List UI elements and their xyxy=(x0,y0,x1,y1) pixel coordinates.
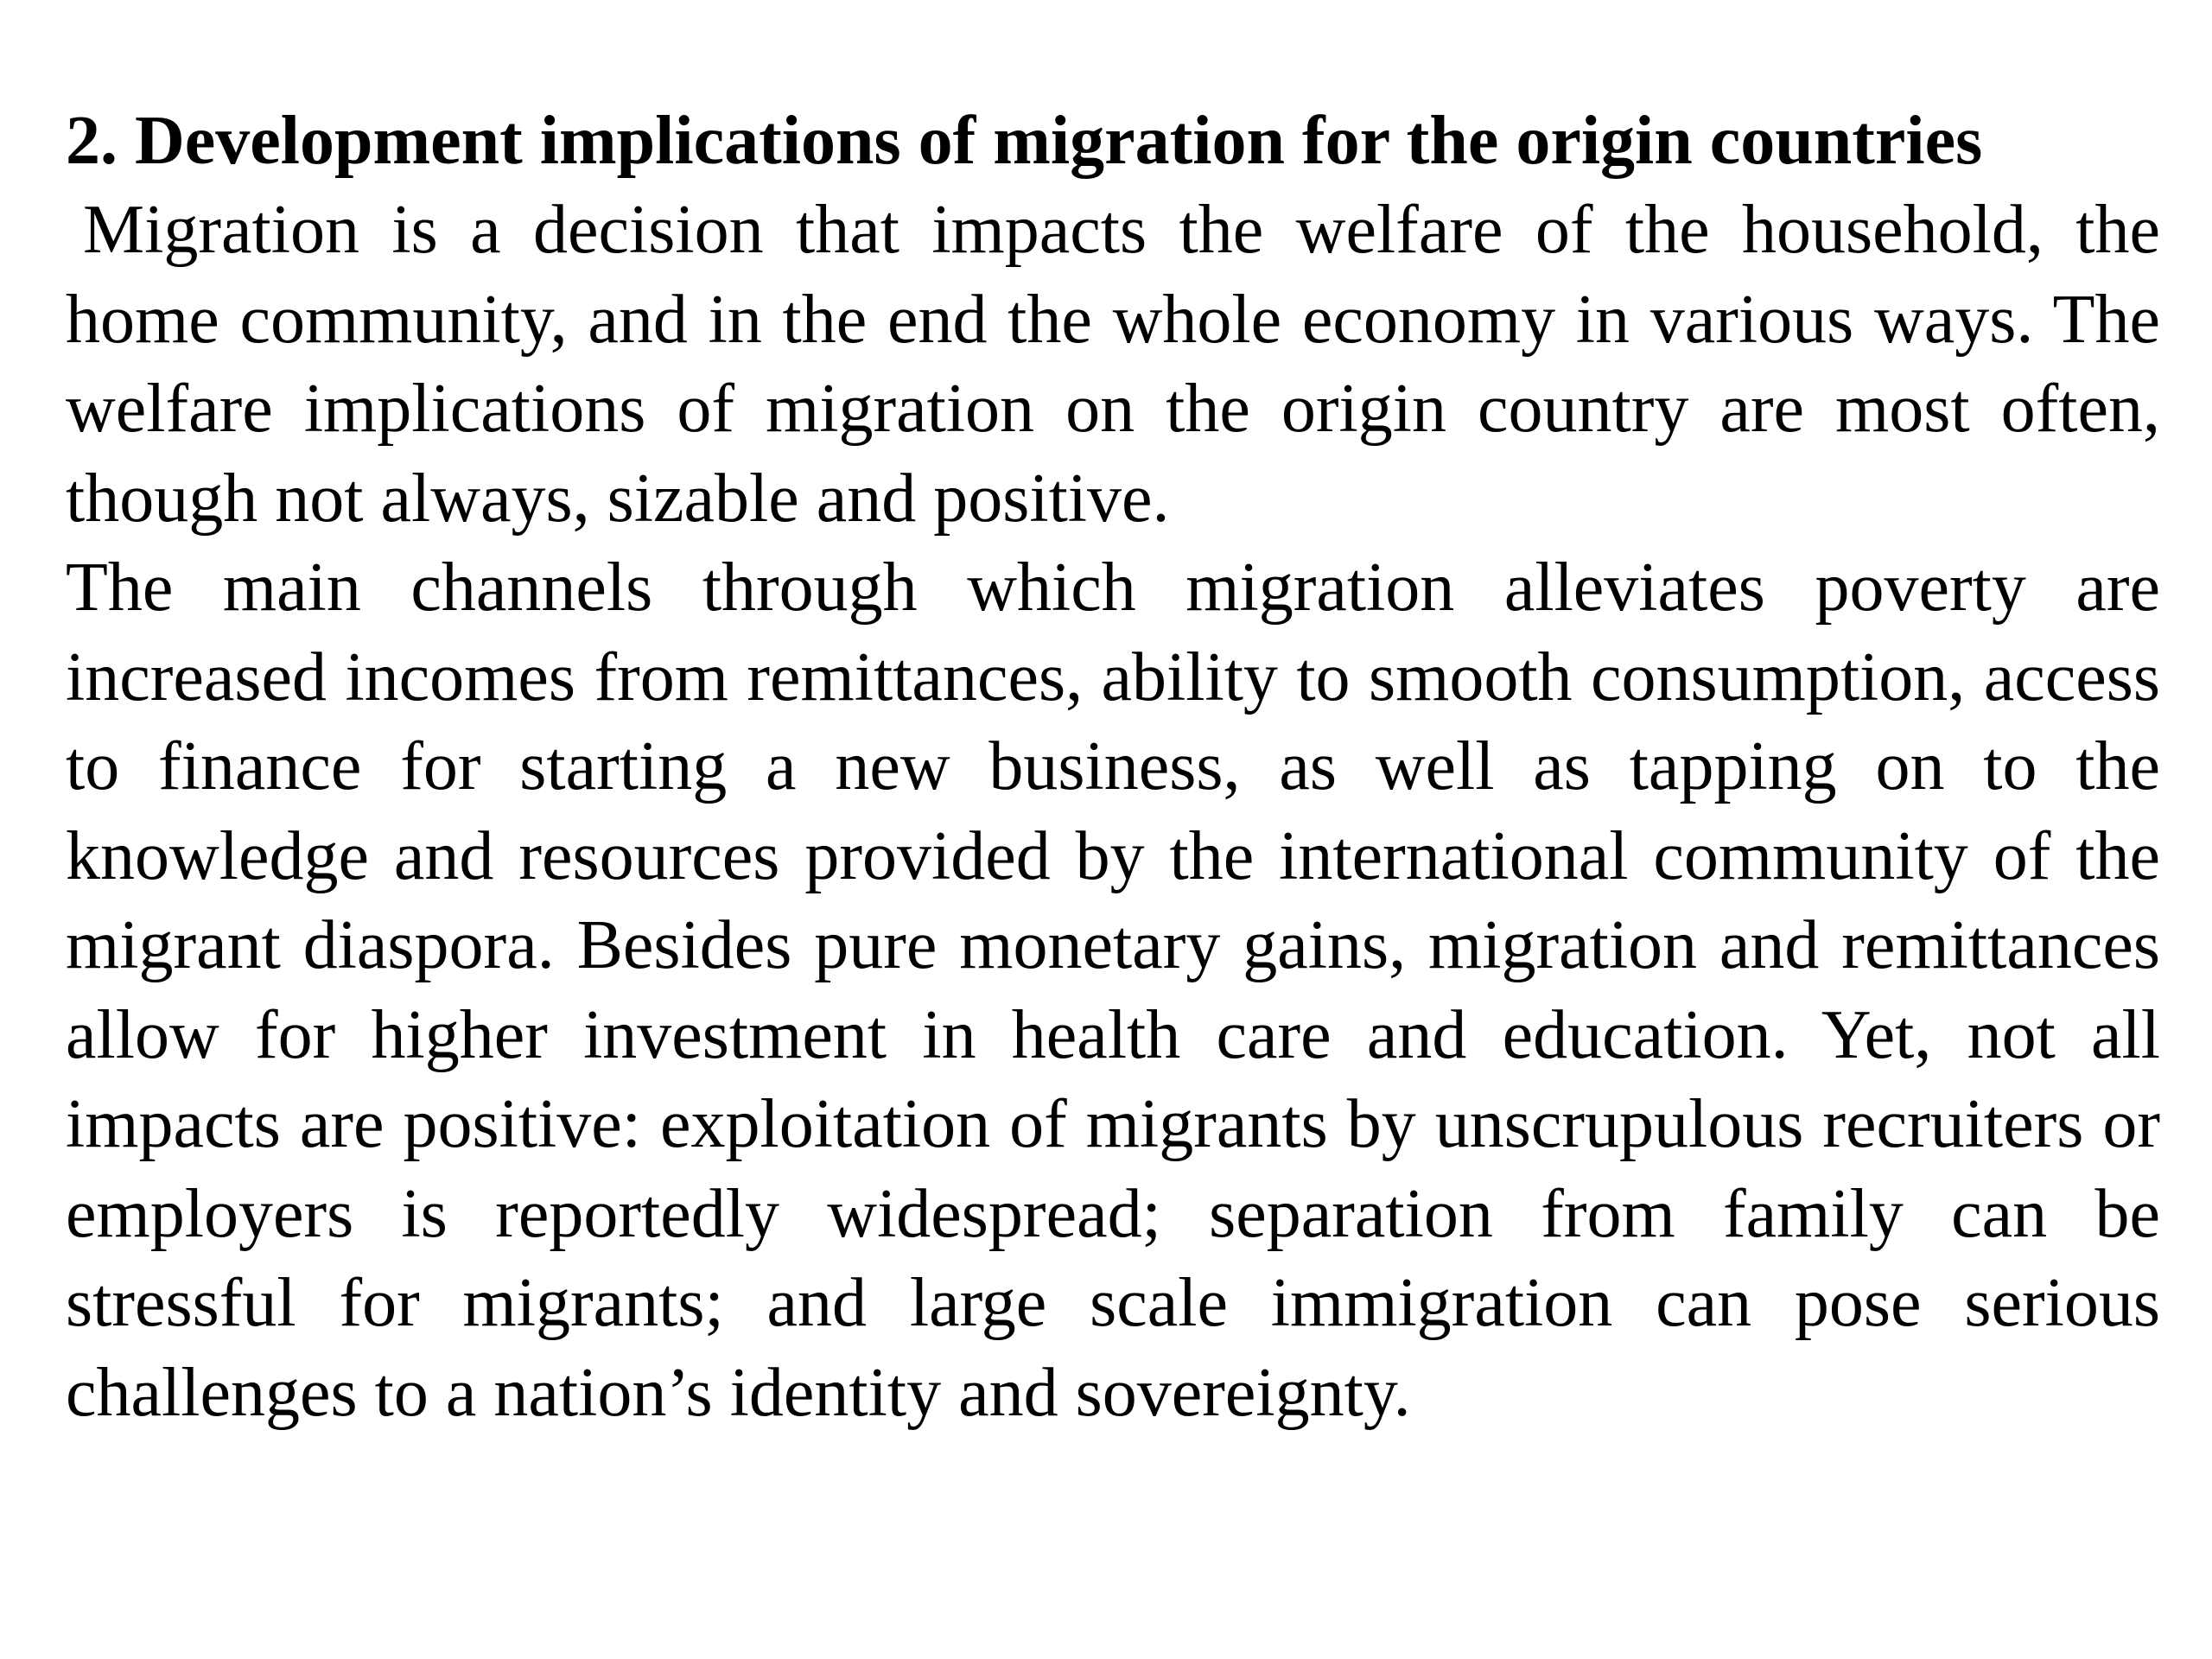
document-body xyxy=(66,97,2160,1438)
section-heading: 2. Development implications of migration for the origin countries xyxy=(66,103,1983,179)
paragraph-channels: The main channels through which migration alleviates poverty are increased incomes from remittances, ability to smooth consumption, access to finance for starting a new business, as well as tapping on to the knowledge and resources provided by the international community of the migrant diaspora. Besides pure monetary gains, migration and remittances allow for higher investment in health care and education. Yet, not all impacts are positive: exploitation of migrants by unscrupulous recruiters or employers is reportedly widespread; separation from family can be stressful for migrants; and large scale immigration can pose serious challenges to a nation’s identity and sovereignty. xyxy=(66,550,2160,1431)
paragraph-intro: Migration is a decision that impacts the welfare of the household, the home community, and in the end the whole economy in various ways. The welfare implications of migration on the origin country are most often, though not always, sizable and positive. xyxy=(66,192,2160,537)
